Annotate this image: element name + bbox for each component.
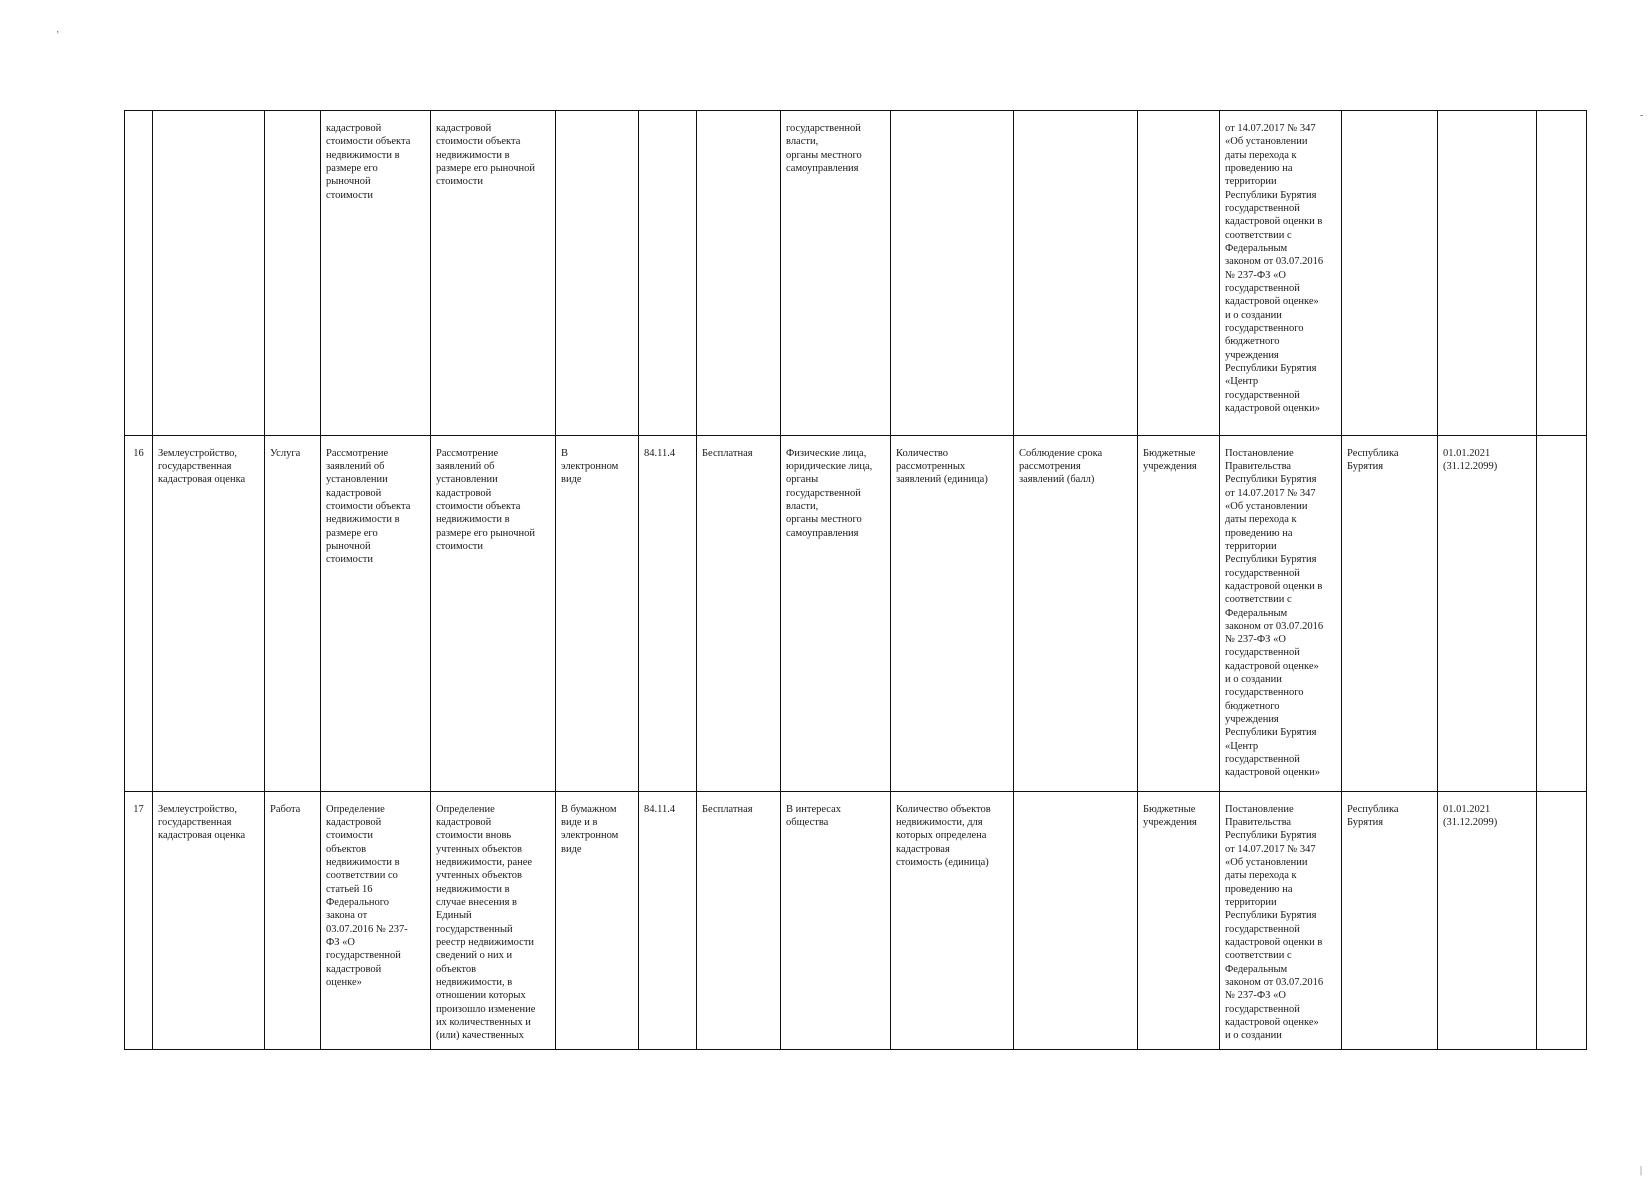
content-cell (431, 435, 556, 791)
scan-mark-top-right: - (1640, 110, 1644, 121)
sphere-text: Землеустройство, государственная кадастровая оценка (158, 803, 246, 842)
name-text: Определение кадастровой стоимости объектов недвижимости в соответствии со статьей 16 Федерального закона от 03.07.2016 № 237- ФЗ «О государственной кадастровой оценке» (326, 803, 408, 988)
content-text: Рассмотрение заявлений об установлении кадастровой стоимости объекта недвижимости в размере его рыночной стоимости (436, 447, 536, 552)
row-number: 16 (133, 447, 144, 459)
volume-cell (891, 435, 1014, 791)
sphere-cell (153, 435, 265, 791)
legal-basis-cell (1220, 111, 1342, 436)
scan-mark-bottom-right: | (1640, 1165, 1643, 1176)
consumers-cell (781, 435, 891, 791)
volume-cell (891, 111, 1014, 436)
format-cell (556, 111, 639, 436)
payment-cell (697, 791, 781, 1049)
legal-basis-cell (1220, 791, 1342, 1049)
payment-text: Бесплатная (702, 447, 753, 459)
legal-basis-cell (1220, 435, 1342, 791)
row-number-cell (125, 435, 153, 791)
format-text: В электронном виде (561, 447, 619, 486)
extra-cell (1537, 111, 1587, 436)
okved-cell (639, 791, 697, 1049)
payment-cell (697, 111, 781, 436)
consumers-cell (781, 111, 891, 436)
registry-table (124, 110, 1587, 1050)
payment-cell (697, 435, 781, 791)
institution-type-cell (1138, 791, 1220, 1049)
row-number-cell (125, 111, 153, 436)
quality-cell (1014, 435, 1138, 791)
territory-text: Республика Бурятия (1347, 803, 1399, 828)
institution-type-text: Бюджетные учреждения (1143, 447, 1197, 472)
sphere-cell (153, 791, 265, 1049)
extra-cell (1537, 435, 1587, 791)
kind-cell (265, 435, 321, 791)
consumers-cell (781, 791, 891, 1049)
table-row (125, 791, 1587, 1049)
okved-text: 84.11.4 (644, 803, 676, 815)
dates-text: 01.01.2021 (31.12.2099) (1443, 447, 1498, 472)
quality-cell (1014, 791, 1138, 1049)
okved-cell (639, 435, 697, 791)
content-text: Определение кадастровой стоимости вновь учтенных объектов недвижимости, ранее учтенных объектов недвижимости в случае внесения в Единый государственный реестр недвижимости сведений о них и объектов недвижимости, в отношении которых произошло изменение их количественных и (или) качественных (436, 803, 536, 1042)
territory-text: Республика Бурятия (1347, 447, 1399, 472)
sphere-cell (153, 111, 265, 436)
name-text: Рассмотрение заявлений об установлении кадастровой стоимости объекта недвижимости в размере его рыночной стоимости (326, 447, 411, 566)
volume-cell (891, 791, 1014, 1049)
name-cell (321, 435, 431, 791)
legal-basis-text: Постановление Правительства Республики Бурятия от 14.07.2017 № 347 «Об установлении даты перехода к проведению на территории Республики Бурятия государственной кадастровой оценки в соответствии с Федеральным законом от 03.07.2016 № 237-ФЗ «О государственной кадастровой оценке» и о создании государственного бюджетного учреждения Республики Бурятия «Центр государственной кадастровой оценки» (1225, 447, 1324, 779)
territory-cell (1342, 111, 1438, 436)
extra-cell (1537, 791, 1587, 1049)
quality-text: Соблюдение срока рассмотрения заявлений (балл) (1019, 447, 1103, 486)
legal-basis-text: от 14.07.2017 № 347 «Об установлении даты перехода к проведению на территории Республики Бурятия государственной кадастровой оценки в соответствии с Федеральным законом от 03.07.2016 № 237-ФЗ «О государственной кадастровой оценке» и о создании государственного бюджетного учреждения Республики Бурятия «Центр государственной кадастровой оценки» (1225, 123, 1324, 414)
payment-text: Бесплатная (702, 803, 753, 815)
okved-text: 84.11.4 (644, 447, 676, 459)
content-cell (431, 111, 556, 436)
table-row (125, 111, 1587, 436)
name-text: кадастровой стоимости объекта недвижимости в размере его рыночной стоимости (326, 123, 411, 201)
institution-type-text: Бюджетные учреждения (1143, 803, 1197, 828)
format-cell (556, 791, 639, 1049)
legal-basis-text: Постановление Правительства Республики Бурятия от 14.07.2017 № 347 «Об установлении даты перехода к проведению на территории Республики Бурятия государственной кадастровой оценки в соответствии с Федеральным законом от 03.07.2016 № 237-ФЗ «О государственной кадастровой оценке» и о создании (1225, 803, 1324, 1042)
okved-cell (639, 111, 697, 436)
institution-type-cell (1138, 111, 1220, 436)
territory-cell (1342, 435, 1438, 791)
name-cell (321, 791, 431, 1049)
dates-cell (1438, 111, 1537, 436)
consumers-text: В интересах общества (786, 803, 841, 828)
consumers-text: Физические лица, юридические лица, органы государственной власти, органы местного самоуправления (786, 447, 873, 539)
row-number: 17 (133, 803, 144, 815)
volume-text: Количество объектов недвижимости, для которых определена кадастровая стоимость (единица) (896, 803, 991, 868)
territory-cell (1342, 791, 1438, 1049)
format-cell (556, 435, 639, 791)
sphere-text: Землеустройство, государственная кадастровая оценка (158, 447, 246, 486)
row-number-cell (125, 791, 153, 1049)
quality-cell (1014, 111, 1138, 436)
kind-cell (265, 111, 321, 436)
name-cell (321, 111, 431, 436)
content-text: кадастровой стоимости объекта недвижимости в размере его рыночной стоимости (436, 123, 536, 188)
kind-text: Работа (270, 803, 301, 815)
table-row (125, 435, 1587, 791)
content-cell (431, 791, 556, 1049)
dates-cell (1438, 435, 1537, 791)
institution-type-cell (1138, 435, 1220, 791)
dates-text: 01.01.2021 (31.12.2099) (1443, 803, 1498, 828)
dates-cell (1438, 791, 1537, 1049)
format-text: В бумажном виде и в электронном виде (561, 803, 619, 855)
scan-mark-top-left: ’ (56, 30, 60, 41)
kind-cell (265, 791, 321, 1049)
consumers-text: государственной власти, органы местного самоуправления (786, 123, 862, 174)
kind-text: Услуга (270, 447, 301, 459)
volume-text: Количество рассмотренных заявлений (единица) (896, 447, 988, 486)
